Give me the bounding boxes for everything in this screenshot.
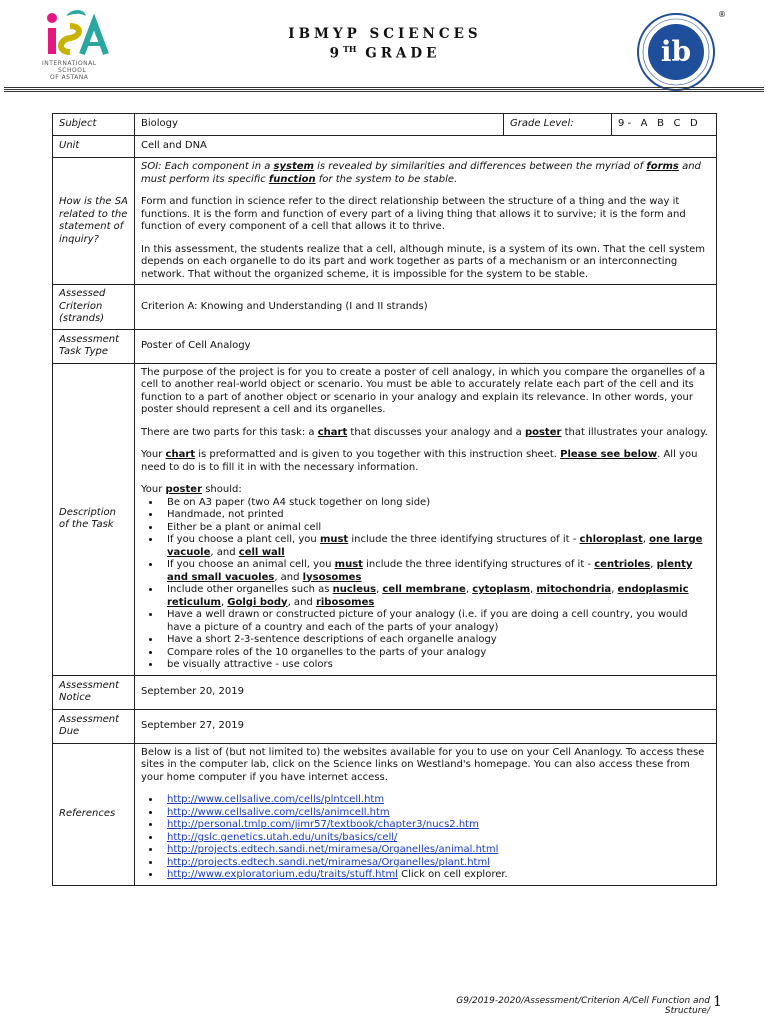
school-logo [36,8,116,92]
soi-label: How is the SA related to the statement of inquiry? [53,158,135,285]
table-row [53,675,717,709]
table-row [53,114,717,136]
footer-path: G9/2019-2020/Assessment/Criterion A/Cell Function and Structure/ [456,996,710,1016]
list-item: • be visually attractive - use colors [161,659,710,672]
grade-label: Grade Level: [504,114,612,136]
soi-content [135,158,717,285]
description-content [135,363,717,675]
registered-mark: ® [718,10,726,19]
reference-link[interactable]: http://www.cellsalive.com/cells/plntcell.htm [167,794,385,805]
soi-statement: SOI: Each component in a system is revealed by similarities and differences between the myriad of forms and must perform its specific function for the system to be stable. [141,161,701,185]
subject-value: Biology [135,114,504,136]
list-item [161,869,710,882]
grade-number: 9 [329,45,343,62]
references-content [135,743,717,885]
header-divider [4,89,764,90]
list-item [161,844,710,857]
link-note: Click on cell explorer. [397,869,508,880]
poster-intro: Your poster should: [141,484,242,495]
unit-value: Cell and DNA [135,136,717,158]
list-item: • Have a well drawn or constructed picture of your analogy (i.e. if you are doing a cell country, you would have a picture of a country and each of the parts of your analogy) [161,609,710,634]
list-item [161,807,710,820]
list-item: • Have a short 2-3-sentence descriptions of each organelle analogy [161,634,710,647]
list-item [161,857,710,870]
ib-letters: ib [660,35,692,68]
list-item [161,832,710,845]
page-header [0,0,768,92]
list-item [161,819,710,832]
references-list [141,794,710,882]
header-divider [4,87,764,88]
reference-link[interactable]: http://personal.tmlp.com/jimr57/textbook/chapter3/nucs2.htm [167,819,479,830]
subject-label: Subject [53,114,135,136]
table-row [53,136,717,158]
due-value: September 27, 2019 [135,709,717,743]
reference-link[interactable]: http://gslc.genetics.utah.edu/units/basics/cell/ [167,831,398,843]
list-item: • Be on A3 paper (two A4 stuck together on long side) [161,497,710,510]
soi-paragraph: In this assessment, the students realize that a cell, although minute, is a system of its own. That the cell system depends on each organelle to do its part and work together as parts of a mechanism or an interconnecting network. That without the organized scheme, it is impossible for the system to be stable. [141,243,706,280]
description-paragraph: Your chart is preformatted and is given to you together with this instruction sheet. Please see below. All you need to do is to fill it in with the necessary information. [141,449,698,473]
school-name-line: INTERNATIONAL [42,60,97,67]
grade-word: GRADE [365,45,441,62]
grade-value: 9 - A B C D [612,114,717,136]
list-item: • Either be a plant or animal cell [161,522,710,535]
list-item [161,794,710,807]
soi-paragraph: Form and function in science refer to the direct relationship between the structure of a thing and the way it functions. It is the form and function of every part of a living thing that allows it to survive; it is the form and function of every component of a cell that allows it to thrive. [141,196,686,232]
title-line-2 [200,44,570,62]
page-number: 1 [713,994,722,1010]
table-row [53,329,717,363]
reference-link[interactable]: http://www.exploratorium.edu/traits/stuff.html [167,869,398,880]
criterion-label: Assessed Criterion (strands) [53,285,135,330]
school-name-line: OF ASTANA [50,74,89,81]
isa-logo-icon [36,8,116,60]
table-row [53,363,717,675]
due-label: Assessment Due [53,709,135,743]
ib-world-school-logo [636,10,726,92]
table-row [53,709,717,743]
unit-label: Unit [53,136,135,158]
assessment-table [52,113,717,886]
header-divider [4,91,764,92]
table-row [53,158,717,285]
grade-suffix: TH [342,44,357,54]
reference-link[interactable]: http://projects.edtech.sandi.net/miramesa/Organelles/animal.html [167,844,499,855]
list-item: • Handmade, not printed [161,509,710,522]
description-paragraph: There are two parts for this task: a chart that discusses your analogy and a poster that illustrates your analogy. [141,426,708,438]
description-label: Description of the Task [53,363,135,675]
references-label: References [53,743,135,885]
task-type-label: Assessment Task Type [53,329,135,363]
criterion-value: Criterion A: Knowing and Understanding (I and II strands) [135,285,717,330]
table-row [53,743,717,885]
task-type-value: Poster of Cell Analogy [135,329,717,363]
reference-link[interactable]: http://projects.edtech.sandi.net/miramesa/Organelles/plant.html [167,856,490,868]
list-item: • If you choose an animal cell, you must include the three identifying structures of it - centrioles, plenty and small vacuoles, and lysosomes [161,559,710,584]
list-item: • Compare roles of the 10 organelles to the parts of your analogy [161,647,710,660]
ib-logo-icon [636,12,716,92]
list-item: • Include other organelles such as nucleus, cell membrane, cytoplasm, mitochondria, endoplasmic reticulum, Golgi body, and ribosomes [161,584,710,609]
notice-label: Assessment Notice [53,675,135,709]
table-row [53,285,717,330]
description-paragraph: The purpose of the project is for you to create a poster of cell analogy, in which you compare the organelles of a cell to another real-world object or scenario. You must be able to accurately relate each part of the cell and its function to a part of another object or scenario in your analogy and explain its relevance. In other words, your poster should represent a cell and its organelles. [141,366,706,415]
references-intro: Below is a list of (but not limited to) the websites available for you to use on your Cell Ananlogy. To access these sites in the computer lab, click on the Science links on Westland's homepage. You can also access these from your home computer if you have internet access. [141,746,705,783]
title-line-1: IBMYP SCIENCES [288,26,482,42]
list-item: • If you choose a plant cell, you must include the three identifying structures of it - chloroplast, one large vacuole, and cell wall [161,534,710,559]
school-name-line: SCHOOL [58,67,87,74]
reference-link[interactable]: http://www.cellsalive.com/cells/animcell.htm [167,806,390,818]
page-title [200,26,570,62]
requirements-list [141,497,710,672]
notice-value: September 20, 2019 [135,675,717,709]
poster-requirements [141,484,710,672]
